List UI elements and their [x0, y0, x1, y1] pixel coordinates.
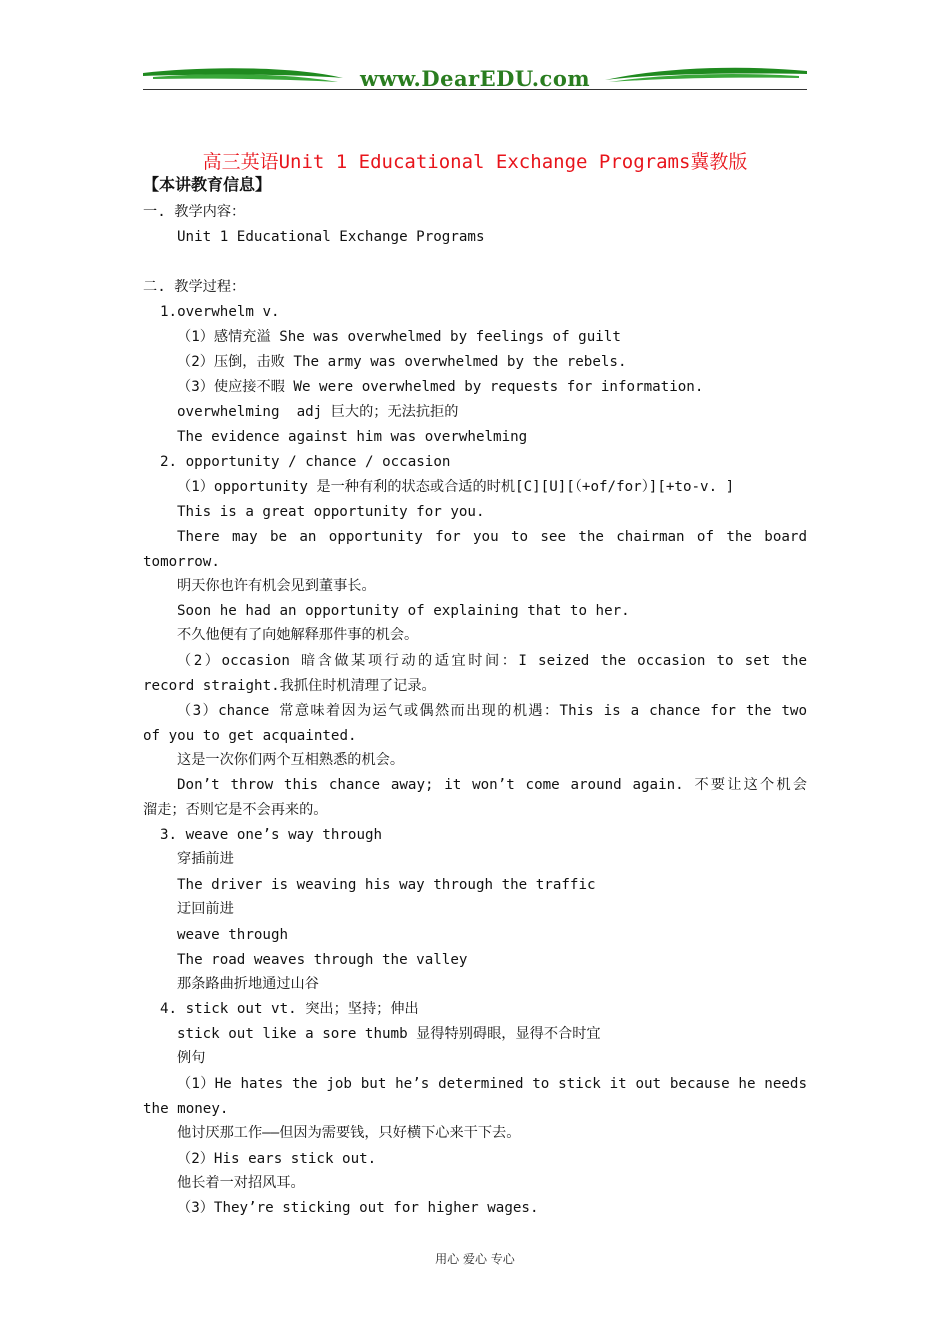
- body-line: The evidence against him was overwhelming: [177, 429, 528, 445]
- header-rule: [143, 89, 807, 90]
- body-line: stick out like a sore thumb 显得特别碍眼，显得不合时宜: [177, 1026, 601, 1042]
- body-line: There may be an opportunity for you to see the chairman of the board: [177, 529, 807, 545]
- item-heading: 1.overwhelm v.: [160, 304, 280, 320]
- body-line: （3）chance 常意味着因为运气或偶然而出现的机遇：This is a chance for the two: [177, 703, 807, 719]
- body-line: Soon he had an opportunity of explaining that to her.: [177, 603, 630, 619]
- body-line: 明天你也许有机会见到董事长。: [177, 578, 376, 594]
- body-line: tomorrow.: [143, 554, 220, 570]
- body-line: 他讨厌那工作——但因为需要钱，只好横下心来干下去。: [177, 1125, 521, 1141]
- body-line: （2）occasion 暗含做某项行动的适宜时间：I seized the occasion to set the: [177, 653, 807, 669]
- body-line: （3）使应接不暇 We were overwhelmed by requests for information.: [177, 379, 704, 395]
- body-line: 不久他便有了向她解释那件事的机会。: [177, 627, 419, 643]
- section-two-heading: 二. 教学过程：: [143, 279, 246, 295]
- body-line: This is a great opportunity for you.: [177, 504, 485, 520]
- body-line: 穿插前进: [177, 851, 234, 867]
- body-line: （3）They’re sticking out for higher wages.: [177, 1200, 539, 1216]
- body-line: （2）His ears stick out.: [177, 1151, 377, 1167]
- body-line: （1）He hates the job but he’s determined to stick it out because he needs: [177, 1076, 807, 1092]
- body-line: record straight.我抓住时机清理了记录。: [143, 678, 436, 694]
- body-line: Don’t throw this chance away; it won’t come around again. 不要让这个机会: [177, 777, 807, 793]
- page-title: 高三英语Unit 1 Educational Exchange Programs冀教版: [202, 151, 748, 173]
- body-line: 那条路曲折地通过山谷: [177, 976, 319, 992]
- section-heading: 【本讲教育信息】: [143, 175, 272, 194]
- body-line: weave through: [177, 927, 289, 943]
- item-heading: 2. opportunity / chance / occasion: [160, 454, 451, 470]
- body-line: The road weaves through the valley: [177, 952, 468, 968]
- body-line: of you to get acquainted.: [143, 728, 357, 744]
- section-one-heading: 一. 教学内容：: [143, 204, 246, 220]
- body-line: 他长着一对招风耳。: [177, 1175, 305, 1191]
- body-line: 例句: [177, 1050, 206, 1066]
- body-line: 溜走；否则它是不会再来的。: [143, 802, 328, 818]
- body-line: （1）感情充溢 She was overwhelmed by feelings of guilt: [177, 329, 621, 345]
- body-line: The driver is weaving his way through the traffic: [177, 877, 596, 893]
- page-footer: 用心 爱心 专心: [435, 1252, 515, 1266]
- body-line: the money.: [143, 1101, 229, 1117]
- body-line: 迂回前进: [177, 901, 234, 917]
- body-line: （1）opportunity 是一种有利的状态或合适的时机[C][U][（+of/for）][+to-v. ]: [177, 479, 735, 495]
- site-header: [143, 62, 807, 92]
- body-line: （2）压倒，击败 The army was overwhelmed by the rebels.: [177, 354, 627, 370]
- site-logo[interactable]: www.DearEDU.com: [359, 66, 591, 91]
- item-heading: 4. stick out vt. 突出；坚持；伸出: [160, 1001, 419, 1017]
- item-heading: 3. weave one’s way through: [160, 827, 383, 843]
- body-line: 这是一次你们两个互相熟悉的机会。: [177, 752, 405, 768]
- body-line: Unit 1 Educational Exchange Programs: [177, 229, 485, 245]
- body-line: overwhelming adj 巨大的；无法抗拒的: [177, 404, 459, 420]
